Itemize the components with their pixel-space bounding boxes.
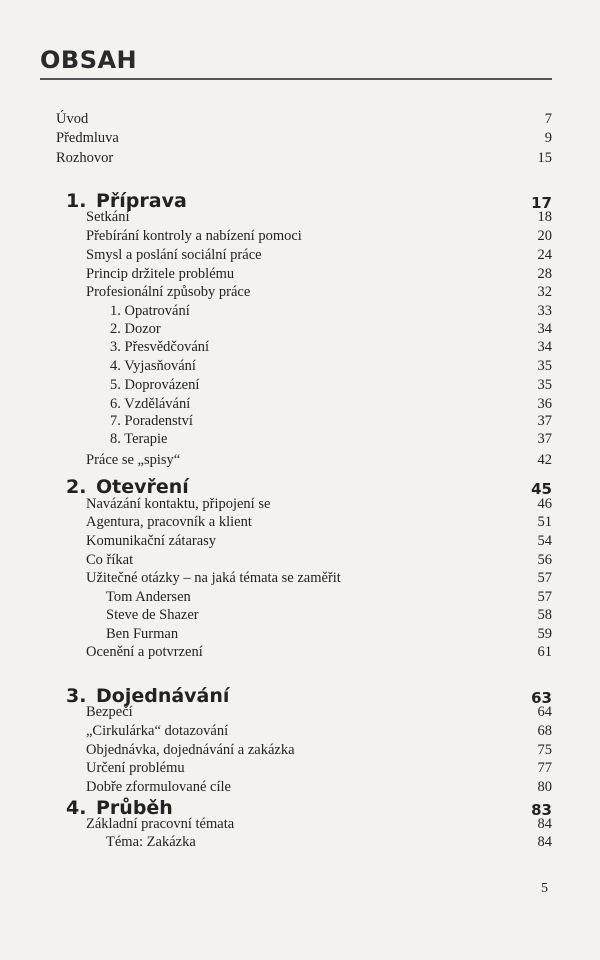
entry-title: Agentura, pracovník a klient bbox=[86, 514, 252, 530]
entry-title: Dojednávání bbox=[96, 685, 230, 707]
entry-title: Přebírání kontroly a nabízení pomoci bbox=[86, 228, 302, 244]
entry-title: 8. Terapie bbox=[110, 431, 168, 447]
entry-page: 46 bbox=[537, 496, 552, 512]
entry-title: Užitečné otázky – na jaká témata se zaměřit bbox=[86, 570, 341, 586]
toc-entry bbox=[0, 778, 600, 796]
entry-page: 45 bbox=[531, 480, 552, 498]
entry-page: 15 bbox=[537, 150, 552, 166]
toc-entry bbox=[0, 569, 600, 587]
entry-title: „Cirkulárka“ dotazování bbox=[86, 723, 229, 739]
toc-subentry bbox=[0, 302, 600, 320]
entry-page: 54 bbox=[537, 533, 552, 549]
toc-subentry bbox=[0, 320, 600, 338]
front-matter-entry bbox=[0, 129, 600, 147]
toc-entry bbox=[0, 759, 600, 777]
entry-page: 36 bbox=[537, 396, 552, 412]
chapter-number: 3. bbox=[66, 685, 87, 707]
toc-entry bbox=[0, 551, 600, 569]
entry-title: Smysl a poslání sociální práce bbox=[86, 247, 262, 263]
entry-title: Objednávka, dojednávání a zakázka bbox=[86, 742, 295, 758]
chapter-number: 4. bbox=[66, 797, 87, 819]
toc-subentry bbox=[0, 430, 600, 448]
toc-entry bbox=[0, 495, 600, 513]
entry-title: Ben Furman bbox=[106, 626, 179, 642]
entry-title: Dobře zformulované cíle bbox=[86, 779, 231, 795]
entry-page: 57 bbox=[537, 589, 552, 605]
entry-title: 3. Přesvědčování bbox=[110, 339, 210, 355]
toc-subentry bbox=[0, 833, 600, 851]
front-matter-entry bbox=[0, 149, 600, 167]
entry-page: 77 bbox=[537, 760, 552, 776]
entry-page: 34 bbox=[537, 339, 552, 355]
entry-page: 51 bbox=[537, 514, 552, 530]
toc-entry bbox=[0, 532, 600, 550]
entry-title: Steve de Shazer bbox=[106, 607, 199, 623]
entry-title: 5. Doprovázení bbox=[110, 377, 200, 393]
toc-entry bbox=[0, 227, 600, 245]
toc-entry bbox=[0, 815, 600, 833]
toc-entry bbox=[0, 703, 600, 721]
entry-title: 1. Opatrování bbox=[110, 303, 190, 319]
entry-page: 84 bbox=[537, 816, 552, 832]
toc-subentry bbox=[0, 395, 600, 413]
toc-subentry bbox=[0, 338, 600, 356]
toc-entry bbox=[0, 208, 600, 226]
toc-subentry bbox=[0, 606, 600, 624]
entry-title: Průběh bbox=[96, 797, 173, 819]
entry-page: 24 bbox=[537, 247, 552, 263]
entry-page: 57 bbox=[537, 570, 552, 586]
entry-title: Rozhovor bbox=[56, 150, 114, 166]
entry-page: 61 bbox=[537, 644, 552, 660]
entry-page: 83 bbox=[531, 801, 552, 819]
toc-subentry bbox=[0, 376, 600, 394]
entry-page: 84 bbox=[537, 834, 552, 850]
entry-title: Otevření bbox=[96, 476, 189, 498]
entry-page: 17 bbox=[531, 194, 552, 212]
entry-title: 2. Dozor bbox=[110, 321, 161, 337]
entry-title: 4. Vyjasňování bbox=[110, 358, 196, 374]
entry-title: Navázání kontaktu, připojení se bbox=[86, 496, 271, 512]
entry-page: 58 bbox=[537, 607, 552, 623]
entry-title: Úvod bbox=[56, 111, 89, 127]
toc-entry bbox=[0, 643, 600, 661]
toc-entry bbox=[0, 722, 600, 740]
entry-page: 35 bbox=[537, 358, 552, 374]
entry-title: Práce se „spisy“ bbox=[86, 452, 181, 468]
entry-title: Tom Andersen bbox=[106, 589, 191, 605]
entry-page: 37 bbox=[537, 431, 552, 447]
entry-page: 59 bbox=[537, 626, 552, 642]
entry-title: Určení problému bbox=[86, 760, 185, 776]
toc-entry bbox=[0, 741, 600, 759]
entry-title: Příprava bbox=[96, 190, 187, 212]
toc-subentry bbox=[0, 625, 600, 643]
entry-page: 34 bbox=[537, 321, 552, 337]
toc-entry bbox=[0, 451, 600, 469]
chapter-number: 2. bbox=[66, 476, 87, 498]
page-number: 5 bbox=[541, 881, 548, 896]
entry-title: Komunikační zátarasy bbox=[86, 533, 217, 549]
entry-page: 37 bbox=[537, 413, 552, 429]
entry-page: 28 bbox=[537, 266, 552, 282]
entry-page: 9 bbox=[544, 130, 552, 146]
entry-title: Ocenění a potvrzení bbox=[86, 644, 203, 660]
entry-title: 6. Vzdělávání bbox=[110, 396, 191, 412]
entry-page: 80 bbox=[537, 779, 552, 795]
entry-title: Bezpečí bbox=[86, 704, 133, 720]
entry-page: 33 bbox=[537, 303, 552, 319]
entry-title: Setkání bbox=[86, 209, 130, 225]
entry-page: 20 bbox=[537, 228, 552, 244]
entry-title: Předmluva bbox=[56, 130, 119, 146]
chapter-number: 1. bbox=[66, 190, 87, 212]
page-title: OBSAH bbox=[40, 46, 138, 74]
entry-title: Téma: Zakázka bbox=[106, 834, 196, 850]
entry-page: 35 bbox=[537, 377, 552, 393]
entry-title: Co říkat bbox=[86, 552, 134, 568]
toc-entry bbox=[0, 265, 600, 283]
toc-subentry bbox=[0, 588, 600, 606]
entry-page: 42 bbox=[537, 452, 552, 468]
entry-page: 32 bbox=[537, 284, 552, 300]
toc-entry bbox=[0, 513, 600, 531]
entry-page: 68 bbox=[537, 723, 552, 739]
entry-title: 7. Poradenství bbox=[110, 413, 193, 429]
entry-page: 7 bbox=[544, 111, 552, 127]
entry-title: Princip držitele problému bbox=[86, 266, 235, 282]
entry-page: 64 bbox=[537, 704, 552, 720]
front-matter-entry bbox=[0, 110, 600, 128]
toc-entry bbox=[0, 246, 600, 264]
entry-page: 63 bbox=[531, 689, 552, 707]
entry-page: 56 bbox=[537, 552, 552, 568]
toc-entry bbox=[0, 283, 600, 301]
entry-title: Základní pracovní témata bbox=[86, 816, 235, 832]
entry-page: 75 bbox=[537, 742, 552, 758]
entry-title: Profesionální způsoby práce bbox=[86, 284, 251, 300]
toc-subentry bbox=[0, 412, 600, 430]
entry-page: 18 bbox=[537, 209, 552, 225]
toc-subentry bbox=[0, 357, 600, 375]
